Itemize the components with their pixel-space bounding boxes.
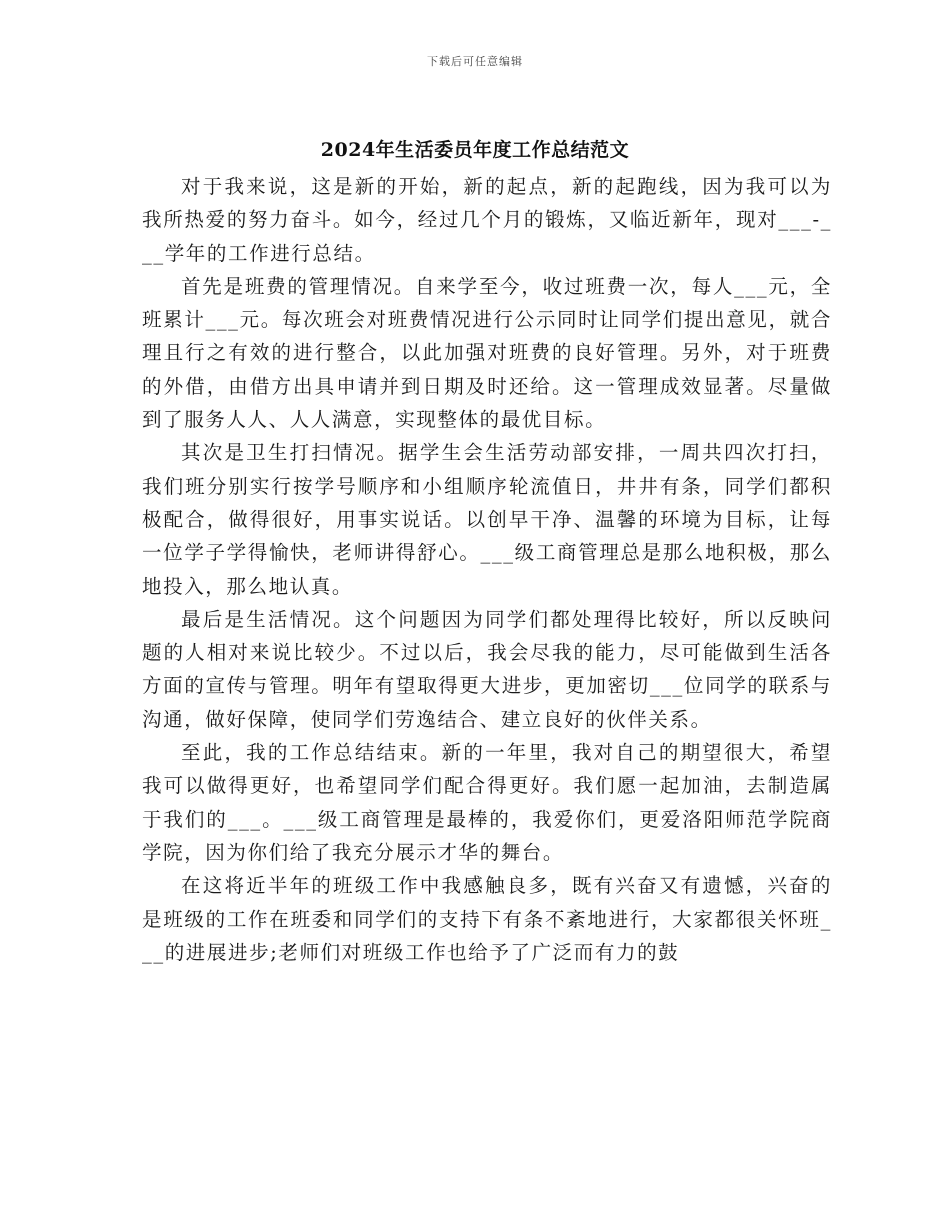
document-body — [142, 170, 832, 969]
page-header-note: 下载后可任意编辑 — [427, 55, 523, 68]
paragraph-opening: 对于我来说，这是新的开始，新的起点，新的起跑线，因为我可以为我所热爱的努力奋斗。如今，经过几个月的锻炼，又临近新年，现对___-___学年的工作进行总结。 — [142, 175, 832, 265]
paragraph-conclusion: 至此，我的工作总结结束。新的一年里，我对自己的期望很大，希望我可以做得更好，也希望同学们配合得更好。我们愿一起加油，去制造属于我们的___。___级工商管理是最棒的，我爱你们，更爱洛阳师范学院商学院，因为你们给了我充分展示才华的舞台。 — [142, 741, 832, 864]
paragraph-reflection: 在这将近半年的班级工作中我感触良多，既有兴奋又有遗憾，兴奋的是班级的工作在班委和同学们的支持下有条不紊地进行，大家都很关怀班___的进展进步;老师们对班级工作也给予了广泛而有力的鼓 — [142, 874, 832, 964]
paragraph-class-fees: 首先是班费的管理情况。自来学至今，收过班费一次，每人___元，全班累计___元。每次班会对班费情况进行公示同时让同学们提出意见，就合理且行之有效的进行整合，以此加强对班费的良好管理。另外，对于班费的外借，由借方出具申请并到日期及时还给。这一管理成效显著。尽量做到了服务人人、人人满意，实现整体的最优目标。 — [142, 274, 832, 432]
paragraph-cleaning: 其次是卫生打扫情况。据学生会生活劳动部安排，一周共四次打扫，我们班分别实行按学号顺序和小组顺序轮流值日，井井有条，同学们都积极配合，做得很好，用事实说话。以创早干净、温馨的环境为目标，让每一位学子学得愉快，老师讲得舒心。___级工商管理总是那么地积极，那么地投入，那么地认真。 — [142, 441, 832, 598]
paragraph-daily-life: 最后是生活情况。这个问题因为同学们都处理得比较好，所以反映问题的人相对来说比较少。不过以后，我会尽我的能力，尽可能做到生活各方面的宣传与管理。明年有望取得更大进步，更加密切___位同学的联系与沟通，做好保障，使同学们劳逸结合、建立良好的伙伴关系。 — [142, 607, 832, 731]
document-title: 2024年生活委员年度工作总结范文 — [320, 138, 630, 161]
